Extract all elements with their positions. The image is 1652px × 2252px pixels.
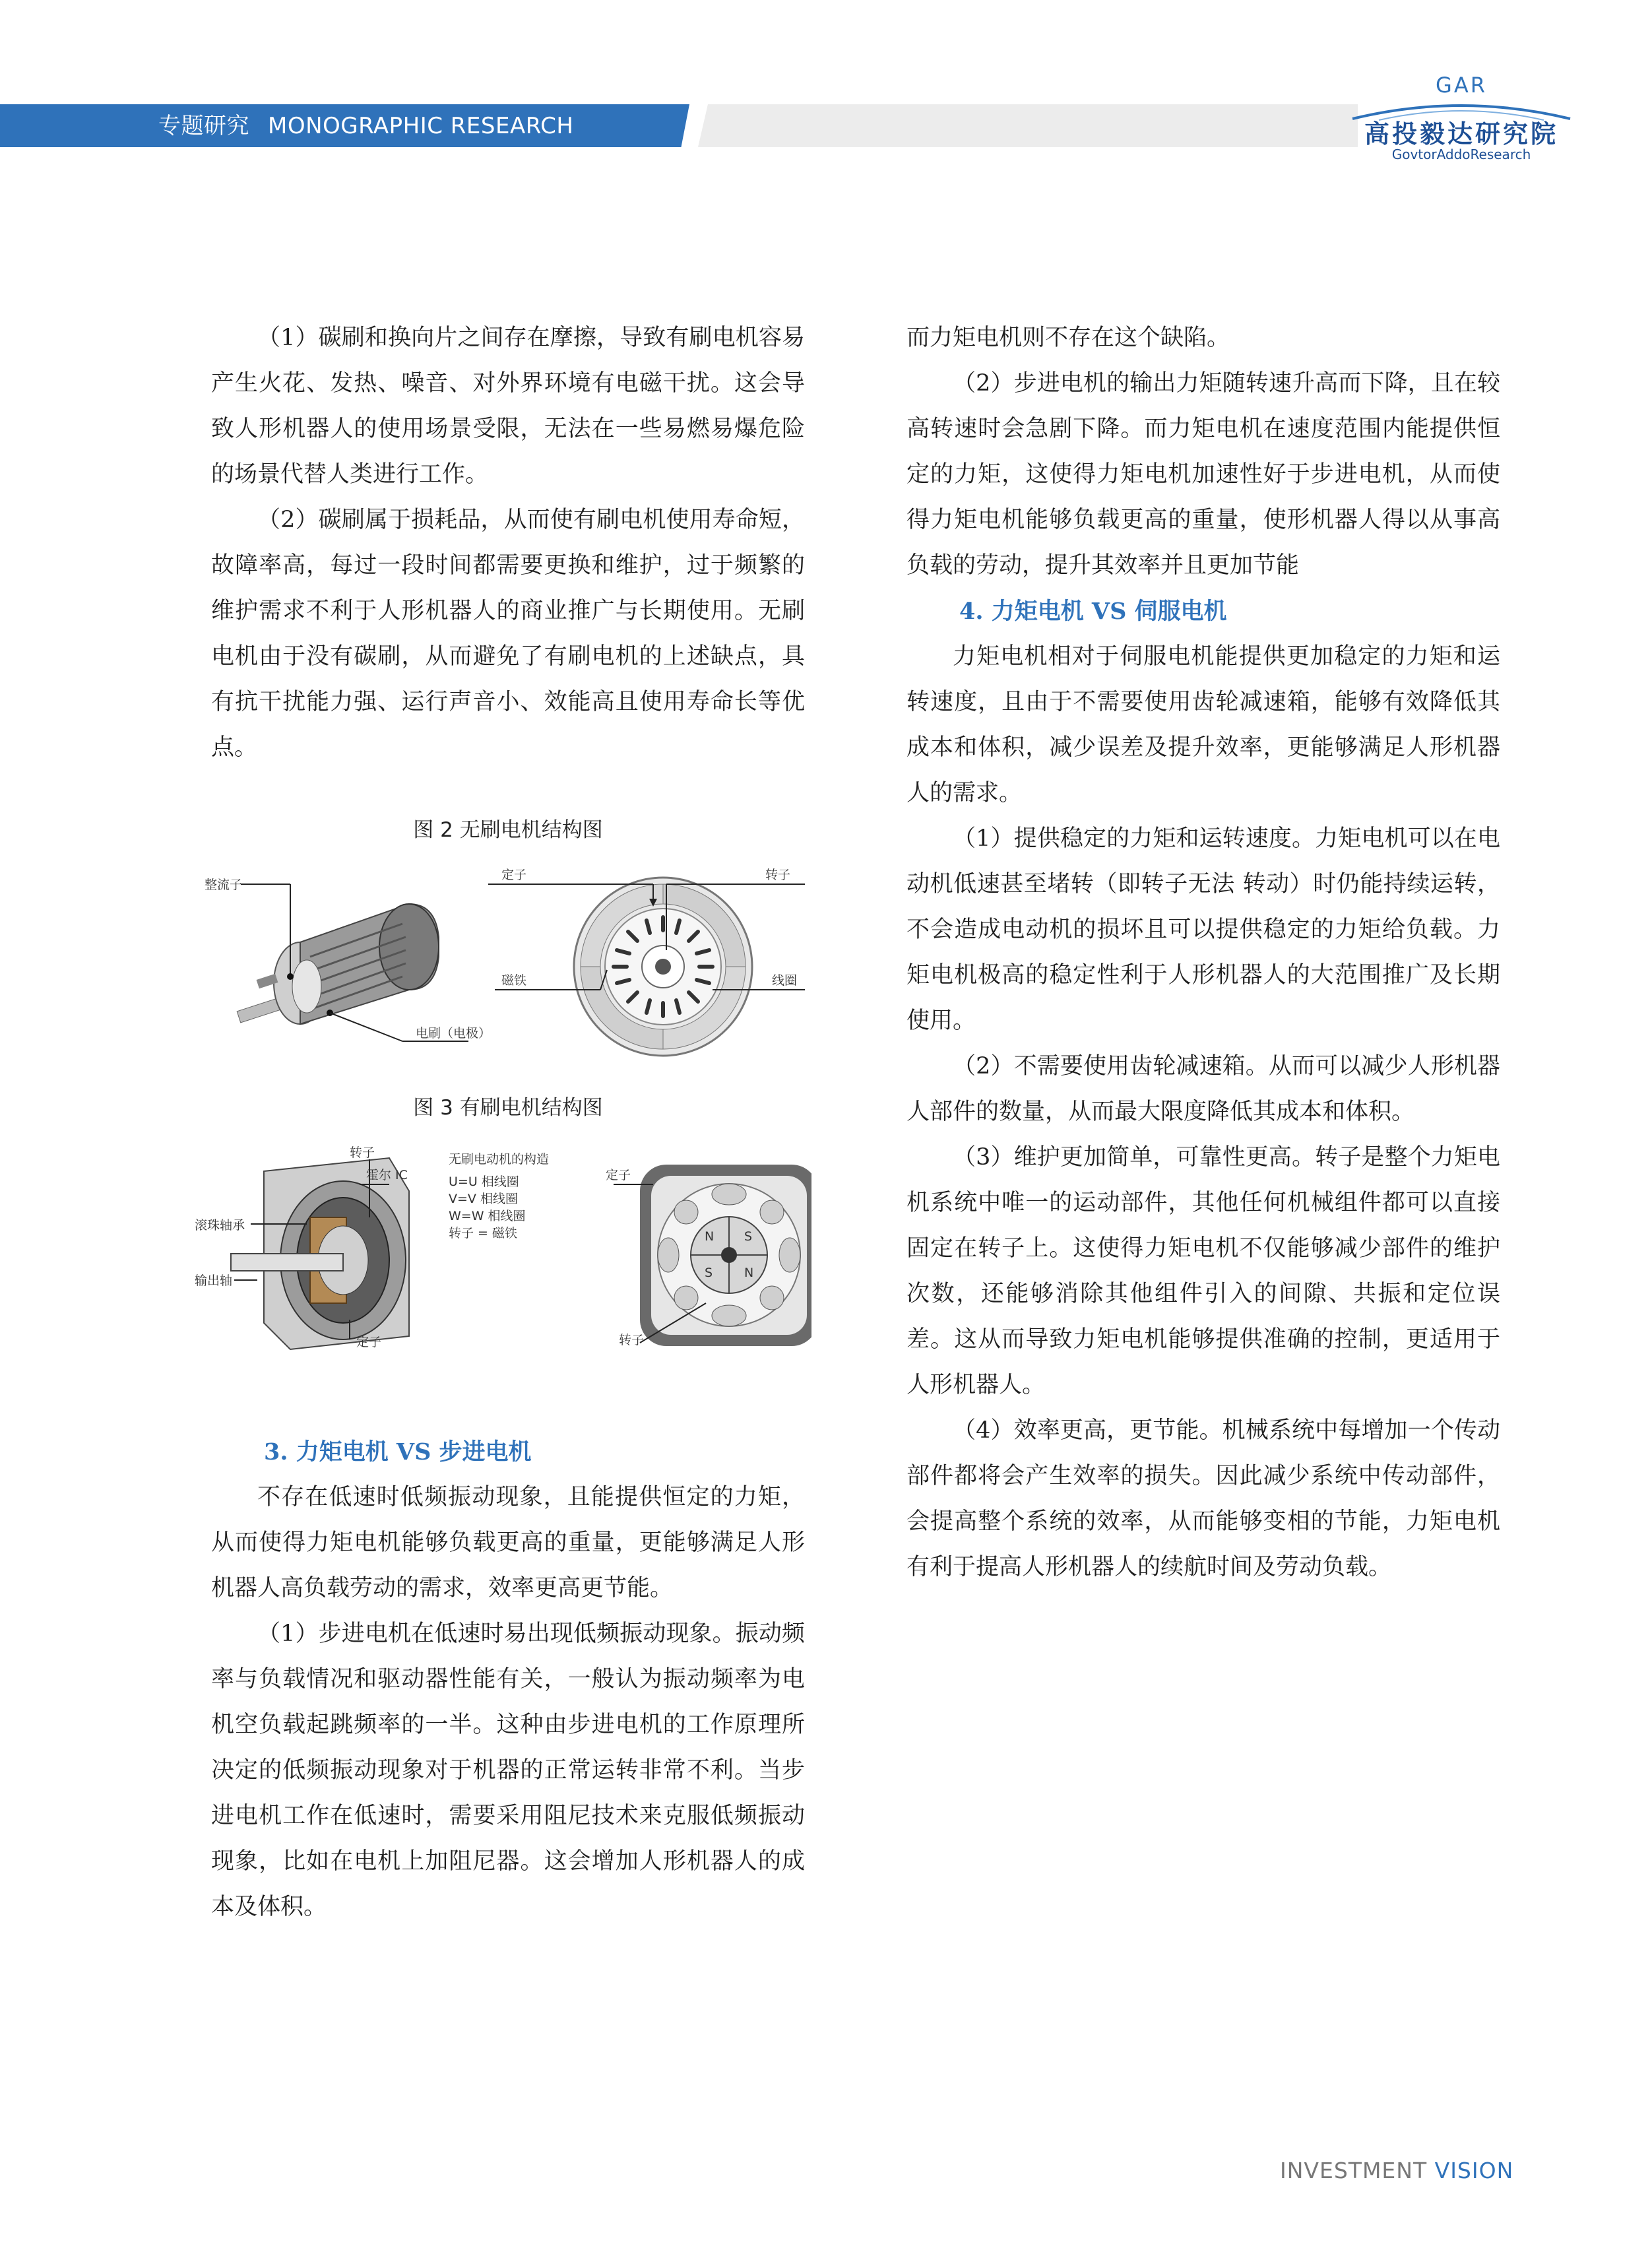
structure-legend	[449, 1152, 549, 1240]
section-title-cn: 专题研究	[158, 113, 249, 139]
brushed-motor-illustration	[231, 1158, 409, 1349]
paragraph: （2）不需要使用齿轮减速箱。从而可以减少人形机器人部件的数量，从而最大限度降低其成本和体积。	[906, 1053, 1500, 1125]
label-coil: 线圈	[772, 973, 798, 988]
figure3-title: 图 3 有刷电机结构图	[413, 1096, 603, 1120]
label-rotor-left: 转子	[350, 1145, 375, 1160]
footer-brand-accent: VISION	[1434, 2158, 1514, 2183]
section-title-en: MONOGRAPHIC RESEARCH	[268, 113, 574, 139]
label-shaft: 输出轴	[195, 1273, 233, 1288]
footer-brand-prefix: INVESTMENT	[1280, 2158, 1428, 2183]
paragraph: （2）碳刷属于损耗品，从而使有刷电机使用寿命短，故障率高，每过一段时间都需要更换和维护，过于频繁的维护需求不利于人形机器人的商业推广与长期使用。无刷电机由于没有碳刷，从而避免了有刷电机的上述缺点，具有抗干扰能力强、运行声音小、效能高且使用寿命长等优点。	[211, 507, 805, 761]
label-commutator: 整流子	[205, 878, 243, 892]
legend-title: 无刷电动机的构造	[449, 1152, 550, 1167]
label-magnet: 磁铁	[501, 973, 527, 988]
section-title	[158, 110, 573, 143]
label-stator-right: 定子	[606, 1168, 631, 1182]
pole-s2: S	[705, 1266, 713, 1280]
brushless-motor-illustration	[237, 904, 439, 1024]
label-rotor: 转子	[765, 868, 791, 882]
paragraph: （1）提供稳定的力矩和运转速度。力矩电机可以在电动机低速甚至堵转（即转子无法 转动）时仍能持续运转，不会造成电动机的损坏且可以提供稳定的力矩给负载。力矩电机极高的稳定性利于人形机器人的大范围推广及长期使用。	[906, 825, 1500, 1034]
label-rotor-right: 转子	[619, 1333, 645, 1347]
pole-n1: N	[705, 1229, 715, 1244]
paragraph: （1）步进电机在低速时易出现低频振动现象。振动频率与负载情况和驱动器性能有关，一般认为振动频率为电机空负载起跳频率的一半。这种由步进电机的工作原理所决定的低频振动现象对于机器的正常运转非常不利。当步进电机工作在低速时，需要采用阻尼技术来克服低频振动现象，比如在电机上加阻尼器。这会增加人形机器人的成本及体积。	[211, 1621, 805, 1920]
label-stator: 定子	[501, 868, 527, 882]
paragraph: （1）碳刷和换向片之间存在摩擦，导致有刷电机容易产生火花、发热、噪音、对外界环境有电磁干扰。这会导致人形机器人的使用场景受限，无法在一些易燃易爆危险的场景代替人类进行工作。	[211, 325, 805, 488]
pole-s1: S	[744, 1229, 753, 1244]
figure2-title: 图 2 无刷电机结构图	[413, 818, 603, 842]
logo-abbr: GAR	[1436, 73, 1487, 98]
label-brush: 电刷（电极）	[416, 1026, 492, 1041]
left-column-bottom	[211, 1429, 805, 1930]
label-bearing: 滚珠轴承	[195, 1218, 245, 1233]
paragraph: （4）效率更高，更节能。机械系统中每增加一个传动部件都将会产生效率的损失。因此减少系统中传动部件，会提高整个系统的效率，从而能够变相的节能，力矩电机有利于提高人形机器人的续航时间及劳动负载。	[906, 1417, 1500, 1580]
legend-rotor: 转子 = 磁铁	[449, 1226, 517, 1240]
figure3-diagram	[191, 1145, 811, 1363]
legend-v: V=V 相线圈	[449, 1192, 518, 1206]
label-hall-ic: 霍尔 IC	[366, 1168, 408, 1182]
right-column	[906, 315, 1500, 1590]
logo-en: GovtorAddoResearch	[1391, 146, 1531, 162]
header-gray-band	[698, 104, 1358, 147]
section3-heading: 3. 力矩电机 VS 步进电机	[264, 1438, 532, 1465]
paragraph: 不存在低速时低频振动现象，且能提供恒定的力矩，从而使得力矩电机能够负载更高的重量，更能够满足人形机器人高负载劳动的需求，效率更高更节能。	[211, 1484, 805, 1601]
paragraph: 而力矩电机则不存在这个缺陷。	[906, 325, 1230, 351]
paragraph: （2）步进电机的输出力矩随转速升高而下降，且在较高转速时会急剧下降。而力矩电机在速度范围内能提供恒定的力矩，这使得力矩电机加速性好于步进电机，从而使得力矩电机能够负载更高的重量，使形机器人得以从事高负载的劳动，提升其效率并且更加节能	[906, 370, 1500, 579]
left-column-top	[211, 315, 805, 771]
logo-name: 高投毅达研究院	[1364, 119, 1558, 148]
label-stator-left: 定子	[356, 1335, 382, 1349]
section4-heading: 4. 力矩电机 VS 伺服电机	[959, 598, 1227, 625]
legend-u: U=U 相线圈	[449, 1174, 519, 1189]
brushed-cross-section	[640, 1165, 811, 1346]
paragraph: （3）维护更加简单，可靠性更高。转子是整个力矩电机系统中唯一的运动部件，其他任何机械组件都可以直接固定在转子上。这使得力矩电机不仅能够减少部件的维护次数，还能够消除其他组件引入的间隙、共振和定位误差。这从而导致力矩电机能够提供准确的控制，更适用于人形机器人。	[906, 1144, 1500, 1398]
brushless-cross-section	[574, 878, 752, 1056]
legend-w: W=W 相线圈	[449, 1209, 526, 1223]
paragraph: 力矩电机相对于伺服电机能提供更加稳定的力矩和运转速度，且由于不需要使用齿轮减速箱，能够有效降低其成本和体积，减少误差及提升效率，更能够满足人形机器人的需求。	[906, 643, 1500, 806]
footer-brand	[1280, 2158, 1513, 2183]
pole-n2: N	[744, 1266, 754, 1280]
gar-logo	[1339, 73, 1583, 172]
figure2-diagram	[191, 864, 811, 1062]
